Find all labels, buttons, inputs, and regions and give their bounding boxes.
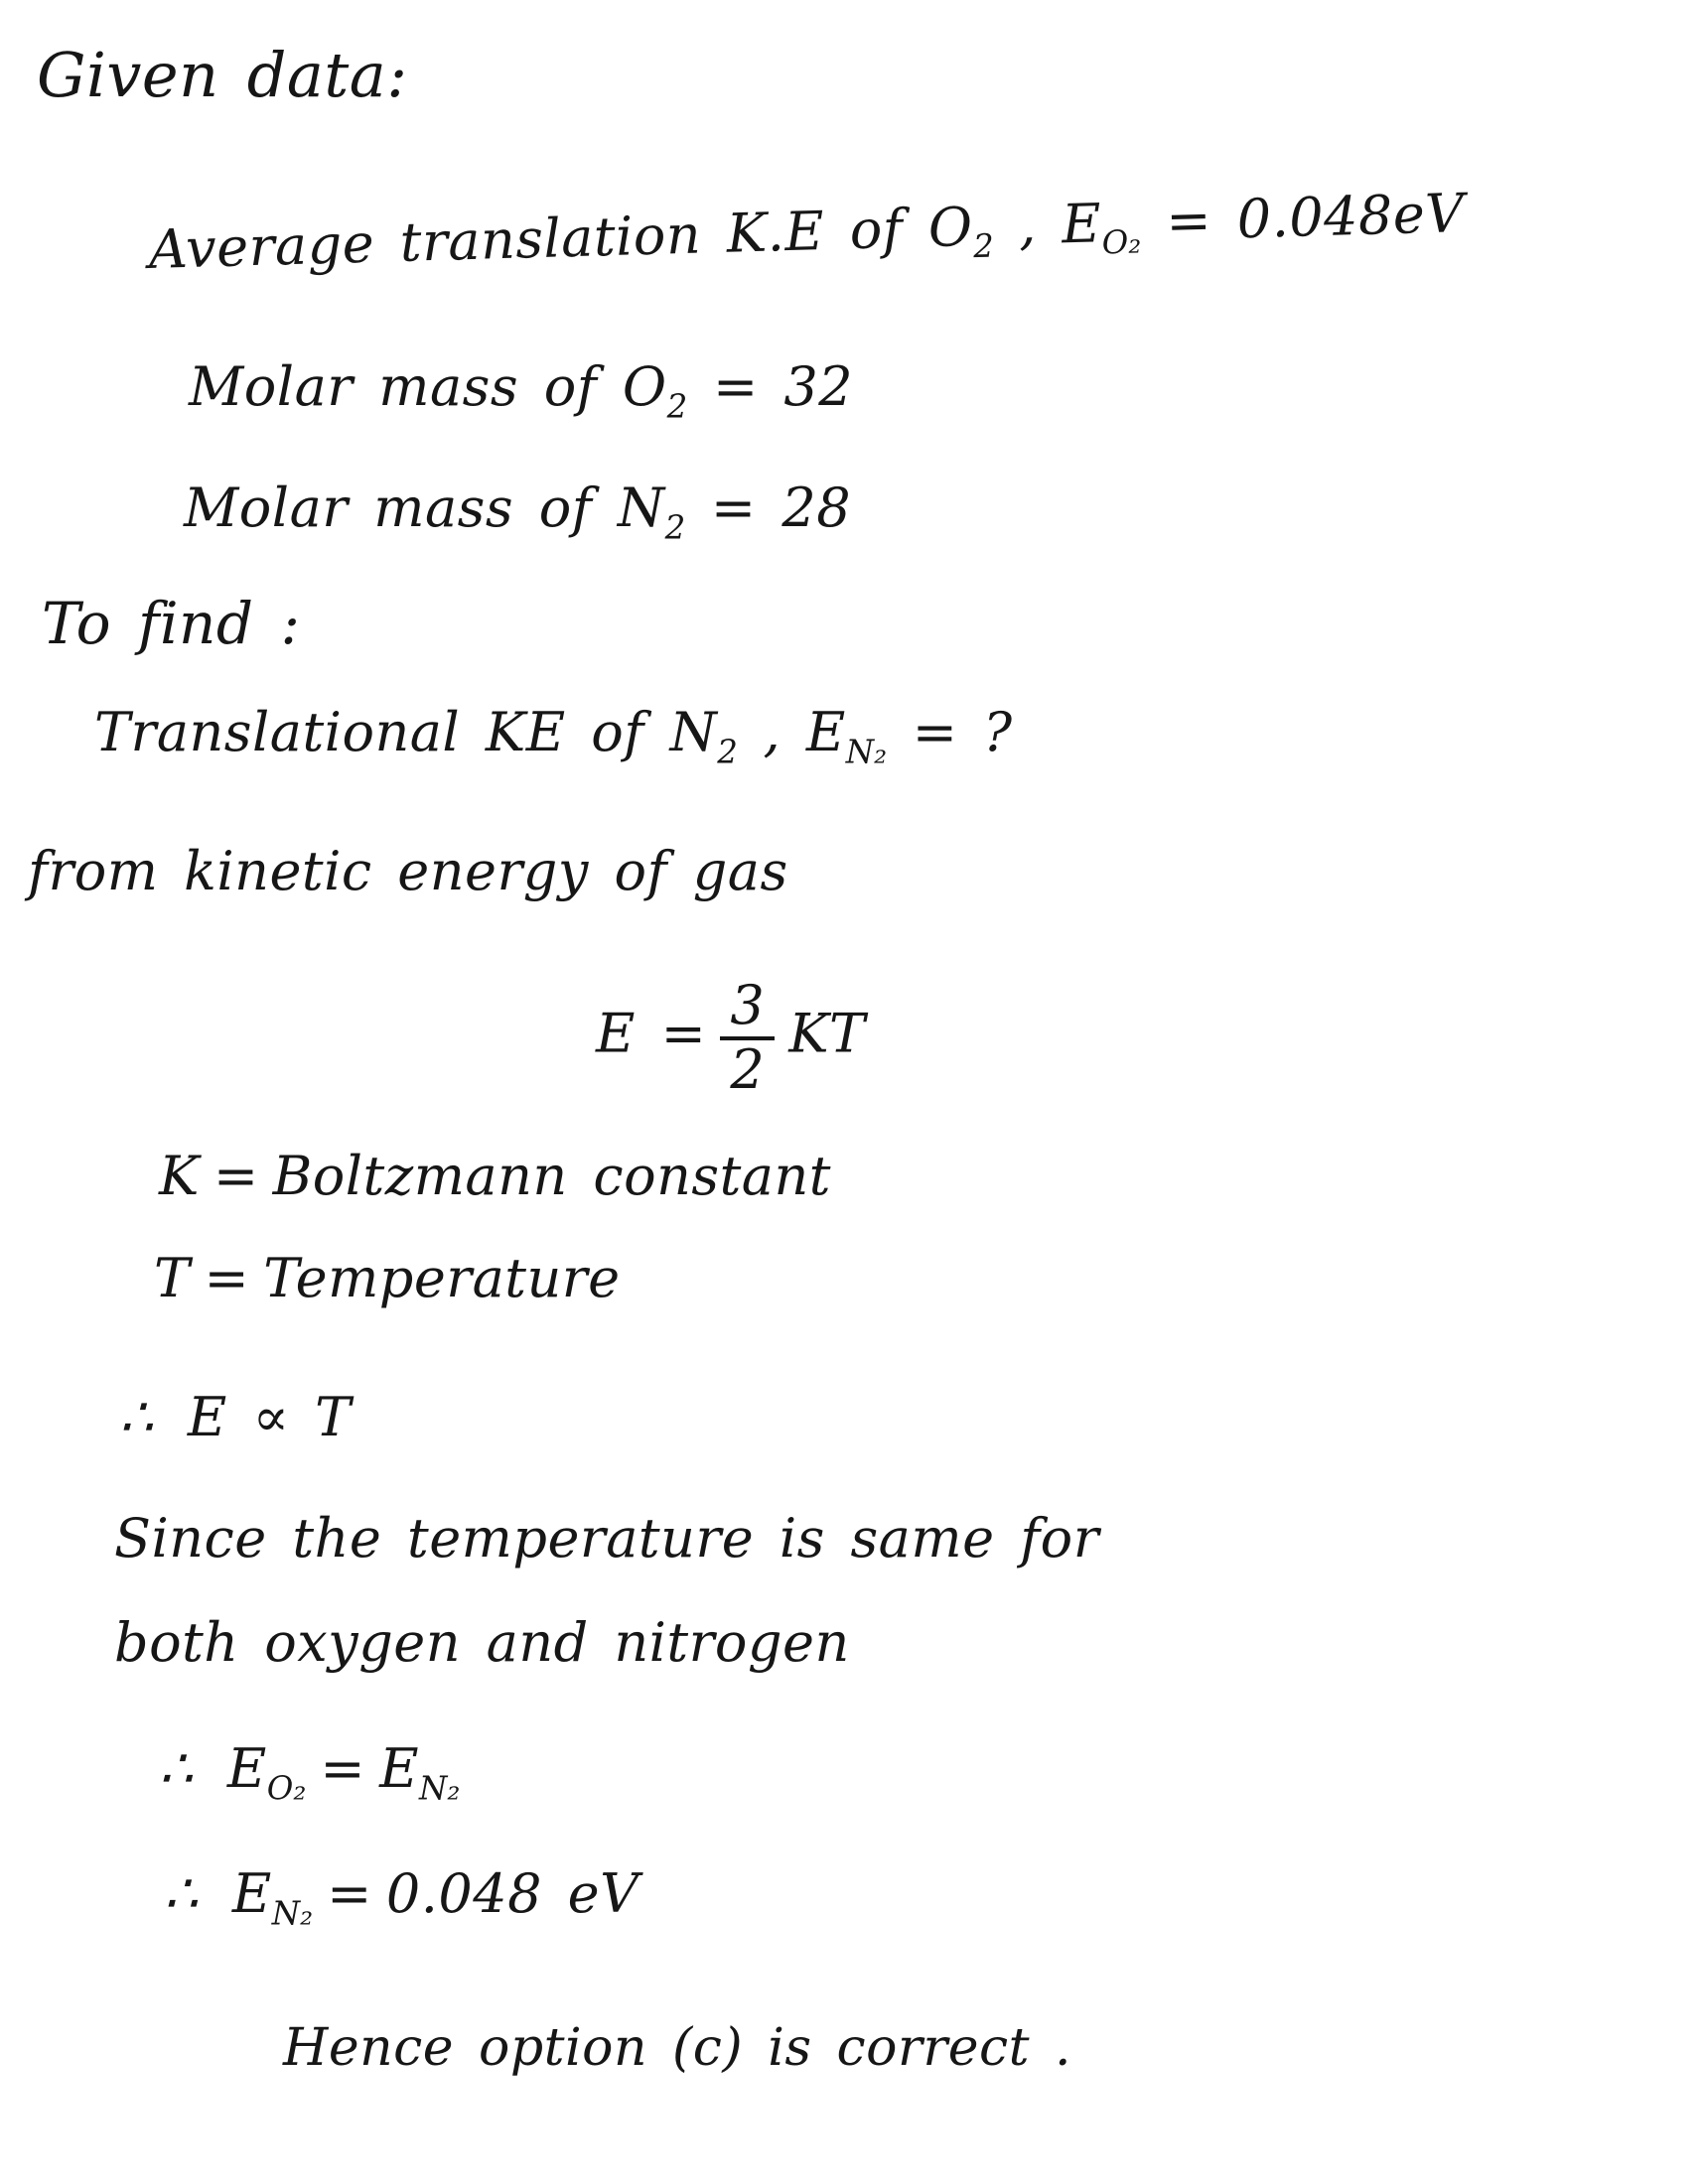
to-find-heading-text: To find : [42, 590, 301, 657]
since-line-2-text: both oxygen and nitrogen [114, 1611, 850, 1674]
from-kinetic-energy-line [28, 842, 788, 900]
molar-mass-o2-text: Molar mass of O [189, 355, 667, 418]
result-line [164, 1864, 639, 1932]
k-equals: = [213, 1145, 259, 1207]
temperature-definition-line [154, 1249, 621, 1307]
average-ke-text: Average translation K.E of O [147, 195, 974, 281]
proportionality-expression: E ∝ T [187, 1386, 352, 1448]
translational-ke-mid: , E [737, 701, 846, 763]
fraction-denominator: 2 [730, 1037, 766, 1101]
e-n2-symbol: E [379, 1737, 419, 1800]
e-o2-subscript: O₂ [1101, 222, 1142, 262]
t-equals: = [204, 1247, 250, 1309]
proportionality-line [119, 1388, 352, 1446]
k-symbol: K [159, 1145, 200, 1207]
n2-subscript: 2 [717, 733, 738, 771]
translational-ke-line [94, 703, 1013, 770]
equation-lhs: E = [596, 1002, 707, 1065]
molar-mass-n2-line [184, 478, 851, 546]
e-o2-symbol: E [226, 1737, 267, 1800]
molar-n2-subscript: 2 [664, 508, 686, 547]
to-find-heading [42, 590, 301, 657]
therefore-symbol: ∴ [119, 1386, 154, 1448]
result-e-subscript: N₂ [271, 1894, 314, 1933]
fraction-three-halves [720, 974, 775, 1101]
molar-mass-o2-value: = 32 [687, 355, 854, 418]
k-definition-text: Boltzmann constant [272, 1145, 831, 1207]
e-o2-symbol-subscript: O₂ [266, 1769, 307, 1808]
average-ke-mid: , E [992, 192, 1103, 258]
since-line-2 [114, 1613, 850, 1672]
average-ke-line [148, 184, 1466, 288]
average-ke-value: = 0.048eV [1139, 182, 1466, 254]
from-kinetic-energy-text: from kinetic energy of gas [28, 840, 788, 902]
equation-rhs: KT [788, 1002, 866, 1065]
molar-mass-n2-text: Molar mass of N [184, 477, 665, 539]
kinetic-energy-equation [596, 974, 866, 1101]
equality-equals: = [320, 1737, 366, 1800]
molar-mass-n2-value: = 28 [685, 477, 852, 539]
result-e-symbol: E [231, 1862, 272, 1925]
o2-subscript: 2 [972, 226, 995, 266]
e-n2-subscript: N₂ [845, 733, 888, 771]
boltzmann-definition-line [159, 1147, 831, 1205]
conclusion-text: Hence option (c) is correct . [283, 2018, 1072, 2078]
result-equals: = [327, 1862, 372, 1925]
translational-ke-question: = ? [887, 701, 1013, 763]
molar-o2-subscript: 2 [666, 387, 688, 426]
e-n2-symbol-subscript: N₂ [419, 1769, 461, 1808]
translational-ke-text: Translational KE of N [94, 701, 718, 763]
t-symbol: T [154, 1247, 191, 1309]
given-data-heading [37, 39, 408, 111]
therefore-symbol: ∴ [164, 1862, 199, 1925]
since-line-1-text: Since the temperature is same for [114, 1507, 1100, 1570]
since-line-1 [114, 1509, 1099, 1568]
result-value: 0.048 eV [385, 1862, 639, 1925]
energy-equality-line [159, 1739, 460, 1807]
t-definition-text: Temperature [263, 1247, 621, 1309]
fraction-numerator: 3 [720, 978, 775, 1040]
given-data-heading-text: Given data: [37, 39, 408, 111]
conclusion-line [283, 2020, 1071, 2077]
molar-mass-o2-line [189, 357, 853, 425]
therefore-symbol: ∴ [159, 1737, 194, 1800]
